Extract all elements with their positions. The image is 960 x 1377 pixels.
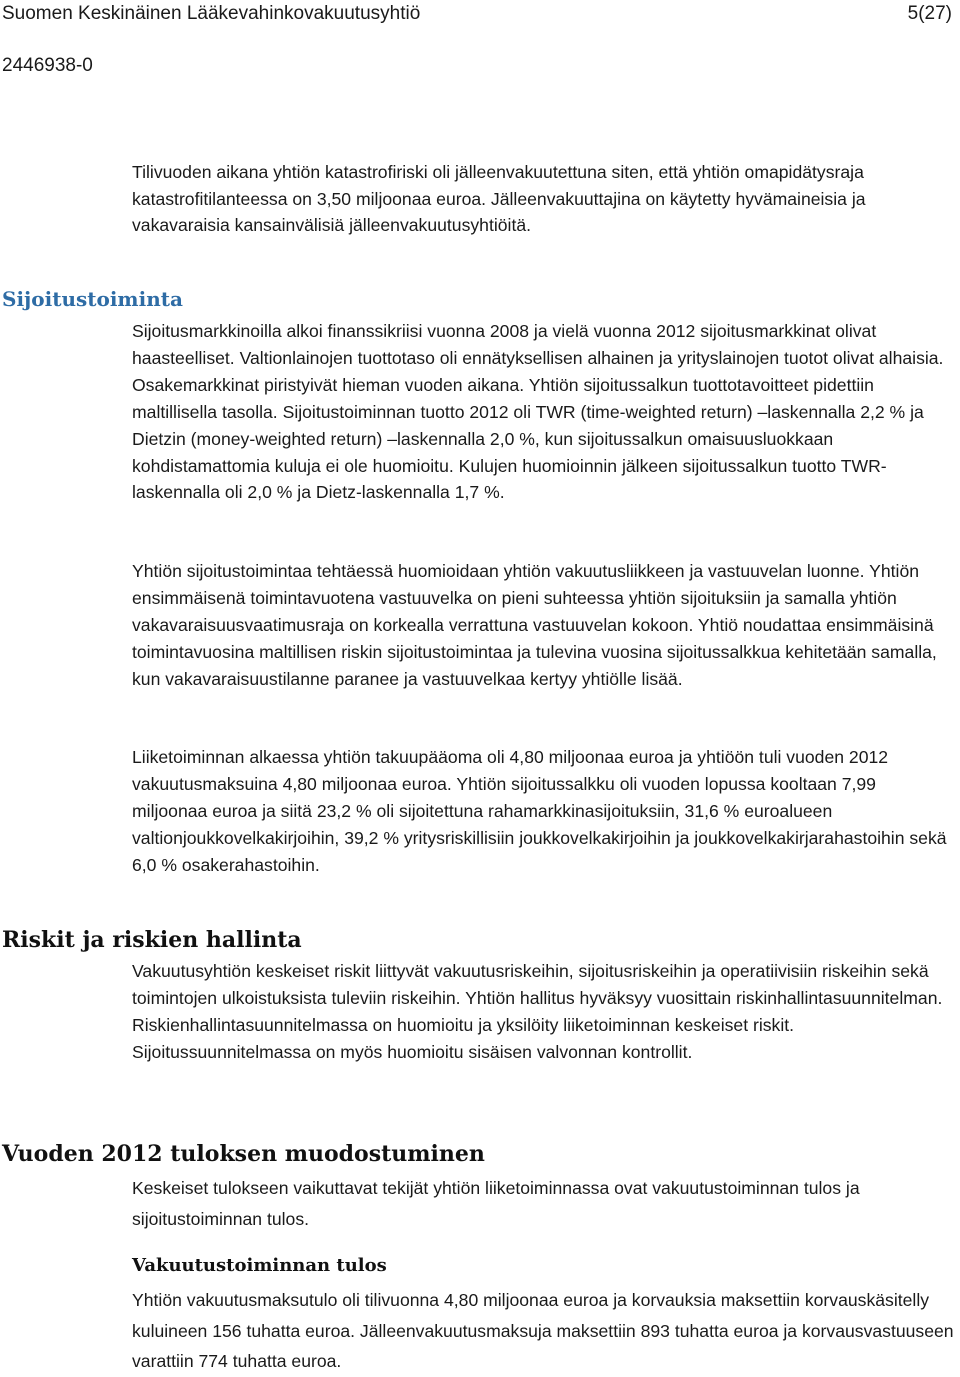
paragraph-insurance-result: Yhtiön vakuutusmaksutulo oli tilivuonna 4,80 miljoonaa euroa ja korvauksia maksettiin korvauskäsitelly kuluineen 156 tuhatta euroa. Jälleenvakuutusmaksuja maksettiin 893 tuhatta euroa ja korvausvastuuseen varattiin 774 tuhatta euroa. xyxy=(132,1290,954,1371)
heading-result: Vuoden 2012 tuloksen muodostuminen xyxy=(2,1141,485,1167)
paragraph-investment-markets: Sijoitusmarkkinoilla alkoi finanssikriisi vuonna 2008 ja vielä vuonna 2012 sijoitusmarkkinat olivat haasteelliset. Valtionlainojen tuottotaso oli ennätyksellisen alhainen ja yrityslainojen tuotot olivat alhaisia. Osakemarkkinat piristyivät hieman vuoden aikana. Yhtiön sijoitussalkun tuottotavoitteet pidettiin maltillisella tasolla. Sijoitustoiminnan tuotto 2012 oli TWR (time-weighted return) –laskennalla 2,2 % ja Dietzin (money-weighted return) –laskennalla 2,0 %, kun sijoitussalkun omaisuusluokkaan kohdistamattomia kuluja ei ole huomioitu. Kulujen huomioinnin jälkeen sijoitussalkun tuotto TWR-laskennalla oli 2,0 % ja Dietz-laskennalla 1,7 %. xyxy=(132,321,944,503)
heading-risks: Riskit ja riskien hallinta xyxy=(2,927,302,953)
paragraph-investment-policy: Yhtiön sijoitustoimintaa tehtäessä huomioidaan yhtiön vakuutusliikkeen ja vastuuvelan luonne. Yhtiön ensimmäisenä toimintavuotena vastuuvelka on pieni suhteessa yhtiön sijoituksiin ja samalla yhtiön vakavaraisuusvaatimusraja on korkealla verrattuna vastuuvelan kokoon. Yhtiö noudattaa ensimmäisinä toimintavuosina maltillisen riskin sijoitustoimintaa ja tulevina vuosina sijoitussalkkua kehitetään samalla, kun vakavaraisuustilanne paranee ja vastuuvelkaa kertyy yhtiölle lisää. xyxy=(132,561,937,689)
heading-investment: Sijoitustoiminta xyxy=(2,287,183,311)
paragraph-reinsurance: Tilivuoden aikana yhtiön katastrofiriski oli jälleenvakuutettuna siten, että yhtiön omapidätysraja katastrofitilanteessa on 3,50 miljoonaa euroa. Jälleenvakuuttajina on käytetty hyvämaineisia ja vakavaraisia kansainvälisiä jälleenvakuutusyhtiöitä. xyxy=(132,162,866,235)
paragraph-risk-management: Vakuutusyhtiön keskeiset riskit liittyvät vakuutusriskeihin, sijoitusriskeihin ja operatiivisiin riskeihin sekä toimintojen ulkoistuksista tuleviin riskeihin. Yhtiön hallitus hyväksyy vuosittain riskinhallintasuunnitelman. Riskienhallintasuunnitelmassa on huomioitu ja yksilöity liiketoiminnan keskeiset riskit. Sijoitussuunnitelmassa on myös huomioitu sisäisen valvonnan kontrollit. xyxy=(132,961,943,1062)
heading-insurance-result: Vakuutustoiminnan tulos xyxy=(132,1255,387,1276)
paragraph-investment-portfolio: Liiketoiminnan alkaessa yhtiön takuupääoma oli 4,80 miljoonaa euroa ja yhtiöön tuli vuoden 2012 vakuutusmaksuina 4,80 miljoonaa euroa. Yhtiön sijoitussalkku oli vuoden lopussa kooltaan 7,99 miljoonaa euroa ja siitä 23,2 % oli sijoitettuna rahamarkkinasijoituksiin, 31,6 % euroalueen valtionjoukkovelkakirjoihin, 39,2 % yritysriskillisiin joukkovelkakirjoihin ja joukkovelkakirjarahastoihin sekä 6,0 % osakerahastoihin. xyxy=(132,747,947,875)
header-page-number: 5(27) xyxy=(907,3,952,24)
header-company-name: Suomen Keskinäinen Lääkevahinkovakuutusyhtiö xyxy=(2,3,421,24)
header-business-id: 2446938-0 xyxy=(2,55,93,76)
paragraph-result-factors: Keskeiset tulokseen vaikuttavat tekijät yhtiön liiketoiminnassa ovat vakuutustoiminnan tulos ja sijoitustoiminnan tulos. xyxy=(132,1178,860,1229)
